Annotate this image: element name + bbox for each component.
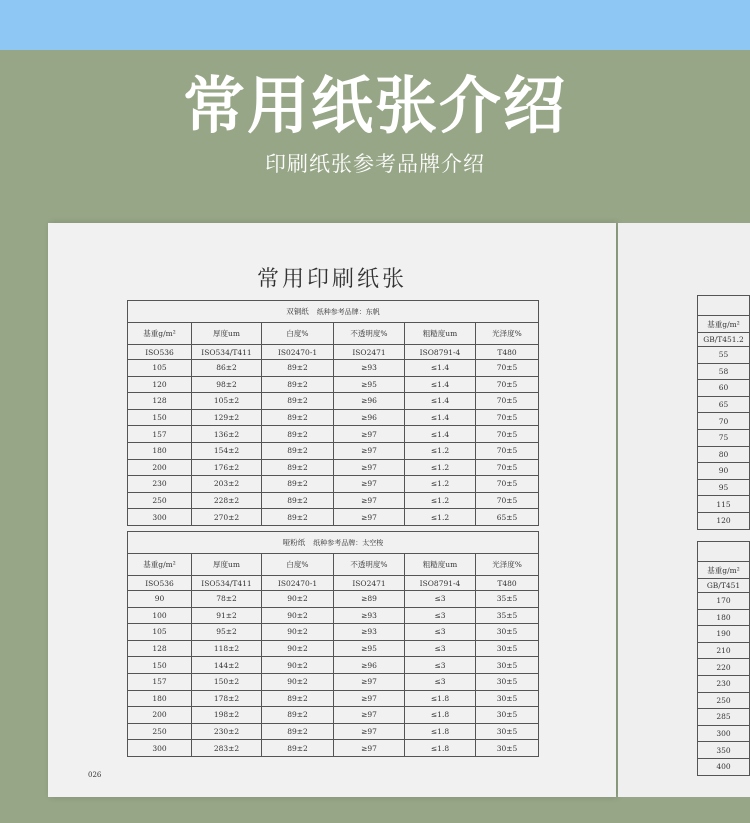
table-cell: 70±5: [476, 442, 539, 459]
table-cell: 180: [698, 609, 750, 626]
table-cell: 118±2: [192, 640, 262, 657]
matte-paper-table: [127, 531, 539, 757]
table-cell: 30±5: [476, 707, 539, 724]
table-row: [128, 607, 539, 624]
table-cell: ≤1.8: [405, 707, 476, 724]
table-cell: 170: [698, 593, 750, 610]
column-header: 不透明度%: [334, 554, 405, 576]
table-cell: ≤1.8: [405, 690, 476, 707]
table-row: [128, 690, 539, 707]
table-cell: 60: [698, 380, 750, 397]
table-cell: 250: [128, 723, 192, 740]
table-cell: 210: [698, 642, 750, 659]
table-cell: 78±2: [192, 591, 262, 608]
column-header: 基重g/m²: [698, 562, 750, 579]
table-row: [128, 476, 539, 493]
table-cell: 400: [698, 758, 750, 775]
table-row: [128, 657, 539, 674]
table-cell: 86±2: [192, 360, 262, 377]
table-cell: ≤1.8: [405, 723, 476, 740]
coated-paper-table: [127, 300, 539, 526]
table-cell: 35±5: [476, 607, 539, 624]
table-cell: 95: [698, 479, 750, 496]
table-cell: 30±5: [476, 723, 539, 740]
table-cell: 30±5: [476, 624, 539, 641]
table-cell: 80: [698, 446, 750, 463]
table-cell: ≥97: [334, 492, 405, 509]
table-cell: 157: [128, 673, 192, 690]
table-cell: 70±5: [476, 459, 539, 476]
table-cell: 70±5: [476, 492, 539, 509]
table-cell: 350: [698, 742, 750, 759]
section-brand-note: 纸种参考品牌：太空梭: [313, 539, 384, 547]
table-cell: 150: [128, 657, 192, 674]
table-cell: ≤1.2: [405, 442, 476, 459]
section-header: [128, 532, 539, 554]
table-cell: 35±5: [476, 591, 539, 608]
table-cell: 89±2: [262, 360, 334, 377]
table-cell: 100: [128, 607, 192, 624]
table-row: [128, 591, 539, 608]
table-cell: ≤1.8: [405, 740, 476, 757]
table-cell: 30±5: [476, 690, 539, 707]
table-cell: ≤3: [405, 591, 476, 608]
page-title: 常用纸张介绍: [182, 69, 567, 142]
table-cell: 70±5: [476, 393, 539, 410]
table-cell: 90: [128, 591, 192, 608]
table-row: [128, 393, 539, 410]
table-cell: ≤1.2: [405, 459, 476, 476]
table-cell: 91±2: [192, 607, 262, 624]
table-cell: 89±2: [262, 723, 334, 740]
table-cell: 150±2: [192, 673, 262, 690]
table-cell: ≤1.4: [405, 376, 476, 393]
table-row: [128, 624, 539, 641]
column-header: 基重g/m²: [698, 316, 750, 333]
table-cell: 200: [128, 459, 192, 476]
table-cell: ≤1.4: [405, 360, 476, 377]
table-cell: 105: [128, 624, 192, 641]
table-cell: 55: [698, 347, 750, 364]
column-header: 基重g/m²: [128, 554, 192, 576]
table-cell: 157: [128, 426, 192, 443]
table-cell: 70±5: [476, 360, 539, 377]
table-cell: ≤3: [405, 657, 476, 674]
table-row: [128, 426, 539, 443]
table-cell: ≥93: [334, 624, 405, 641]
table-cell: ≥97: [334, 442, 405, 459]
table-cell: 228±2: [192, 492, 262, 509]
table-cell: ≤3: [405, 607, 476, 624]
table-cell: ≥97: [334, 723, 405, 740]
table-cell: ≥96: [334, 657, 405, 674]
table-cell: 75: [698, 429, 750, 446]
table-cell: 115: [698, 496, 750, 513]
table-cell: 70±5: [476, 409, 539, 426]
table-cell: ≥96: [334, 409, 405, 426]
page-number: 026: [88, 771, 102, 779]
table-cell: 178±2: [192, 690, 262, 707]
table-cell: 300: [698, 725, 750, 742]
table-cell: 70±5: [476, 476, 539, 493]
right-table-top: [698, 296, 750, 316]
table-row: [128, 640, 539, 657]
standard-cell: ISO536: [128, 345, 192, 360]
table-cell: 89±2: [262, 509, 334, 526]
table-cell: 30±5: [476, 657, 539, 674]
standard-cell: ISO2471: [334, 345, 405, 360]
standard-cell: T480: [476, 576, 539, 591]
page-subtitle: 印刷纸张参考品牌介绍: [265, 152, 485, 176]
table-cell: 90±2: [262, 624, 334, 641]
table-cell: 30±5: [476, 740, 539, 757]
standard-cell: ISO534/T411: [192, 345, 262, 360]
section-name: 双铜纸: [286, 307, 309, 316]
table-cell: ≥97: [334, 426, 405, 443]
table-cell: ≤1.2: [405, 509, 476, 526]
document-title: 常用印刷纸张: [256, 267, 407, 292]
table-cell: 129±2: [192, 409, 262, 426]
standard-cell: ISO536: [128, 576, 192, 591]
table-cell: 300: [128, 509, 192, 526]
table-cell: 136±2: [192, 426, 262, 443]
column-header: 白度%: [262, 554, 334, 576]
table-cell: 65: [698, 396, 750, 413]
table-cell: ≥95: [334, 640, 405, 657]
table-row: [128, 740, 539, 757]
table-cell: 120: [698, 512, 750, 529]
table-cell: 89±2: [262, 426, 334, 443]
table-cell: 285: [698, 709, 750, 726]
table-cell: 90±2: [262, 673, 334, 690]
table-cell: ≤3: [405, 640, 476, 657]
table-cell: 300: [128, 740, 192, 757]
table-cell: 89±2: [262, 707, 334, 724]
table-cell: ≤3: [405, 673, 476, 690]
table-cell: 30±5: [476, 673, 539, 690]
table-cell: 154±2: [192, 442, 262, 459]
table-cell: 270±2: [192, 509, 262, 526]
table-cell: ≤3: [405, 624, 476, 641]
table-cell: 90: [698, 463, 750, 480]
table-cell: 105: [128, 360, 192, 377]
table-cell: 89±2: [262, 459, 334, 476]
table-cell: 120: [128, 376, 192, 393]
table-cell: ≥97: [334, 476, 405, 493]
table-cell: 98±2: [192, 376, 262, 393]
column-header: 基重g/m²: [128, 323, 192, 345]
standard-cell: T480: [476, 345, 539, 360]
table-cell: ≥97: [334, 707, 405, 724]
table-row: [128, 409, 539, 426]
column-header: 光泽度%: [476, 554, 539, 576]
table-row: [128, 673, 539, 690]
standard-cell: GB/T451: [698, 579, 750, 593]
table-cell: 90±2: [262, 640, 334, 657]
table-cell: 230: [128, 476, 192, 493]
table-cell: ≥89: [334, 591, 405, 608]
table-row: [128, 492, 539, 509]
table-row: [128, 442, 539, 459]
table-cell: ≤1.4: [405, 393, 476, 410]
table-cell: 144±2: [192, 657, 262, 674]
table-cell: ≥97: [334, 740, 405, 757]
section-header: [128, 301, 539, 323]
table-cell: ≥97: [334, 459, 405, 476]
table-cell: 128: [128, 393, 192, 410]
table-cell: 220: [698, 659, 750, 676]
table-cell: ≥97: [334, 509, 405, 526]
table-cell: ≤1.2: [405, 492, 476, 509]
standard-cell: ISO8791-4: [405, 576, 476, 591]
right-table-2: [697, 541, 750, 776]
table-cell: 89±2: [262, 376, 334, 393]
table-cell: ≥97: [334, 690, 405, 707]
table-cell: 105±2: [192, 393, 262, 410]
table-cell: 283±2: [192, 740, 262, 757]
table-cell: 89±2: [262, 476, 334, 493]
table-cell: ≥95: [334, 376, 405, 393]
table-cell: 250: [698, 692, 750, 709]
table-cell: 198±2: [192, 707, 262, 724]
column-header: 厚度um: [192, 323, 262, 345]
table-cell: 230±2: [192, 723, 262, 740]
table-cell: 180: [128, 442, 192, 459]
table-cell: 203±2: [192, 476, 262, 493]
table-cell: 200: [128, 707, 192, 724]
right-table-top: [698, 542, 750, 562]
table-cell: 176±2: [192, 459, 262, 476]
table-cell: 180: [128, 690, 192, 707]
table-cell: 89±2: [262, 492, 334, 509]
standard-cell: GB/T451.2: [698, 333, 750, 347]
standard-cell: ISO8791-4: [405, 345, 476, 360]
column-header: 粗糙度um: [405, 323, 476, 345]
table-cell: 90±2: [262, 591, 334, 608]
table-cell: 89±2: [262, 740, 334, 757]
table-cell: 128: [128, 640, 192, 657]
top-banner: [0, 0, 750, 50]
column-header: 不透明度%: [334, 323, 405, 345]
table-cell: 58: [698, 363, 750, 380]
table-cell: 190: [698, 626, 750, 643]
table-cell: ≥93: [334, 607, 405, 624]
standard-cell: IS02470-1: [262, 345, 334, 360]
section-brand-note: 纸种参考品牌：东帆: [316, 308, 380, 316]
column-header: 白度%: [262, 323, 334, 345]
table-cell: ≤1.4: [405, 426, 476, 443]
table-cell: 90±2: [262, 657, 334, 674]
column-header: 厚度um: [192, 554, 262, 576]
table-cell: 70: [698, 413, 750, 430]
table-cell: 89±2: [262, 690, 334, 707]
table-cell: 95±2: [192, 624, 262, 641]
standard-cell: IS02470-1: [262, 576, 334, 591]
table-cell: 250: [128, 492, 192, 509]
right-table-1: [697, 295, 750, 530]
table-cell: 70±5: [476, 376, 539, 393]
table-cell: ≥93: [334, 360, 405, 377]
standard-cell: ISO2471: [334, 576, 405, 591]
table-row: [128, 723, 539, 740]
section-name: 哑粉纸: [282, 538, 306, 547]
table-cell: 89±2: [262, 442, 334, 459]
table-row: [128, 360, 539, 377]
table-row: [128, 459, 539, 476]
table-cell: 150: [128, 409, 192, 426]
table-row: [128, 707, 539, 724]
table-cell: 65±5: [476, 509, 539, 526]
table-cell: 89±2: [262, 409, 334, 426]
table-cell: 30±5: [476, 640, 539, 657]
table-cell: ≤1.4: [405, 409, 476, 426]
table-cell: ≥96: [334, 393, 405, 410]
table-cell: 89±2: [262, 393, 334, 410]
table-cell: ≤1.2: [405, 476, 476, 493]
table-cell: 70±5: [476, 426, 539, 443]
table-cell: ≥97: [334, 673, 405, 690]
table-cell: 230: [698, 675, 750, 692]
column-header: 粗糙度um: [405, 554, 476, 576]
standard-cell: ISO534/T411: [192, 576, 262, 591]
column-header: 光泽度%: [476, 323, 539, 345]
table-row: [128, 376, 539, 393]
table-cell: 90±2: [262, 607, 334, 624]
table-row: [128, 509, 539, 526]
